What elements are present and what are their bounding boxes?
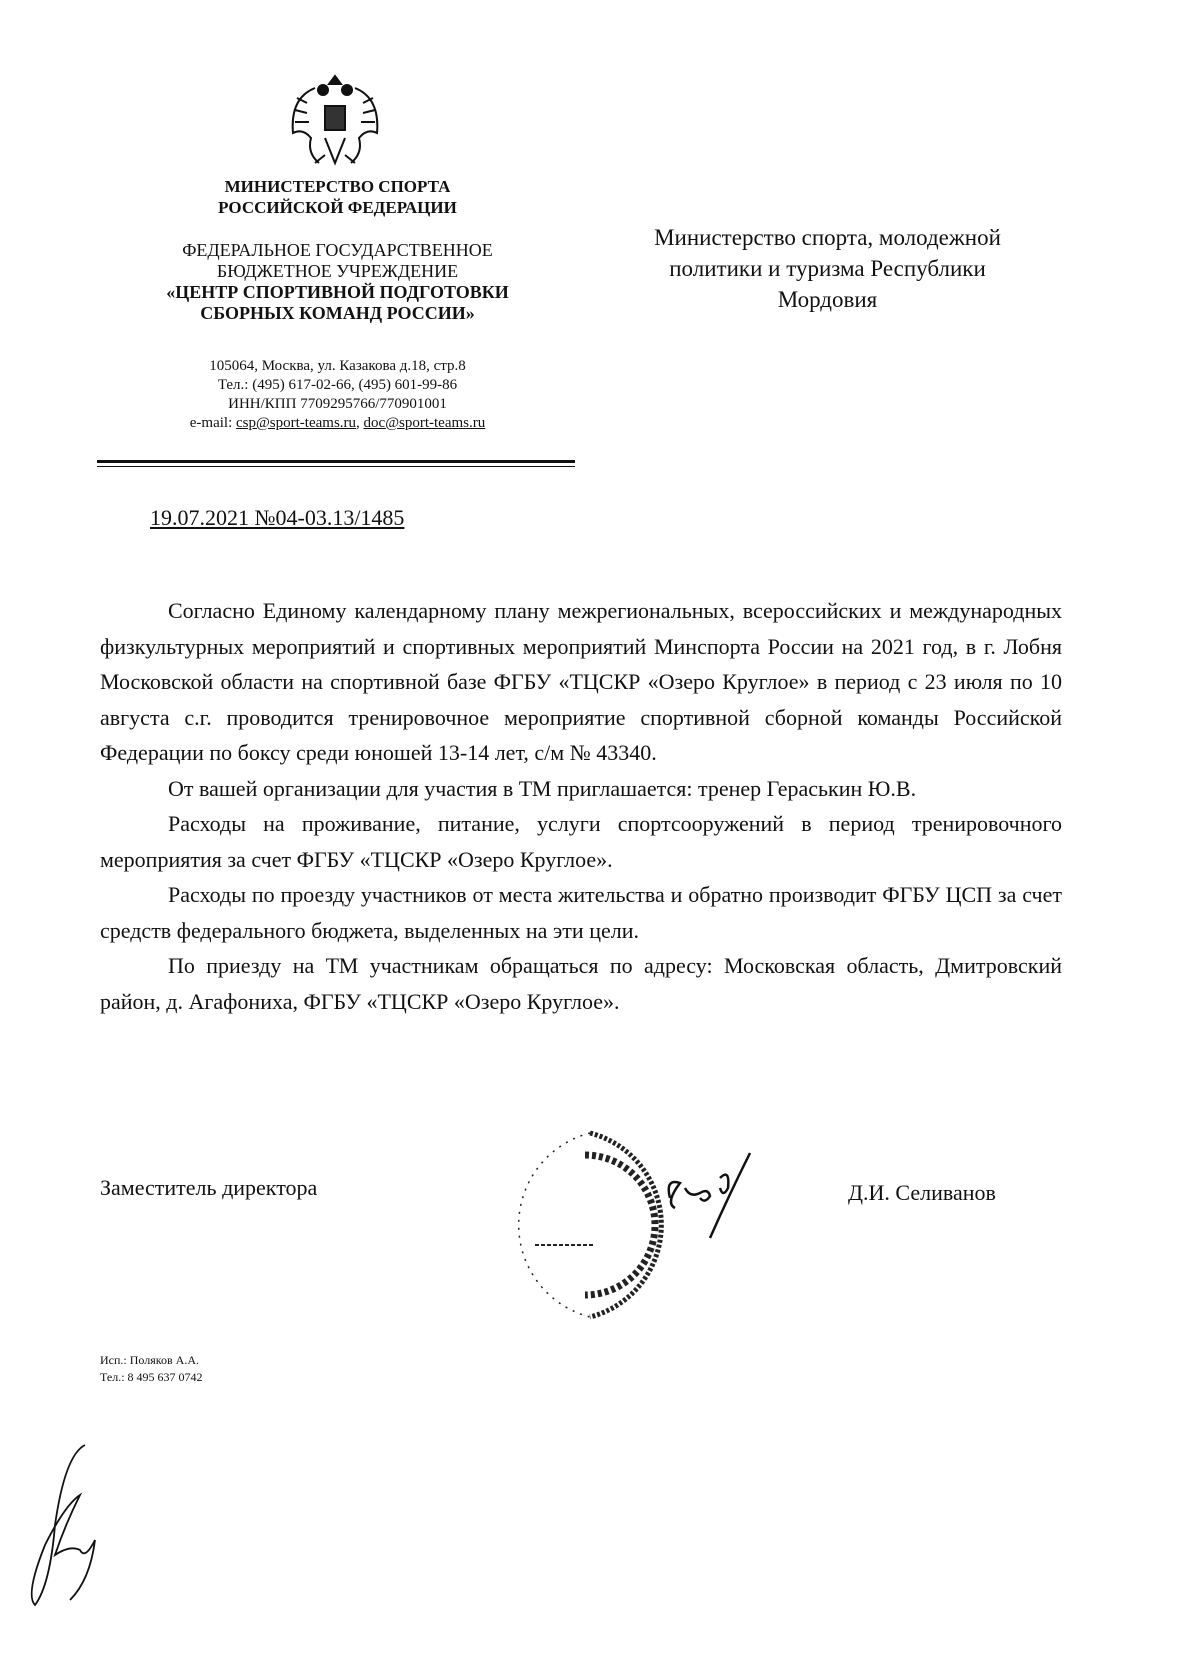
director-signature <box>650 1148 760 1243</box>
paragraph: Расходы по проезду участников от места жительства и обратно производит ФГБУ ЦСП за счет средств федерального бюджета, выделенных на эти цели. <box>100 882 1062 943</box>
ministry-line: РОССИЙСКОЙ ФЕДЕРАЦИИ <box>218 198 457 217</box>
recipient-line: политики и туризма Республики <box>669 256 986 281</box>
handwritten-initials <box>25 1440 115 1610</box>
institution-title: СБОРНЫХ КОМАНД РОССИИ» <box>200 303 475 323</box>
email-separator: , <box>356 415 364 431</box>
signatory-name: Д.И. Селиванов <box>848 1180 996 1205</box>
official-stamp <box>495 1125 675 1325</box>
institution-title: «ЦЕНТР СПОРТИВНОЙ ПОДГОТОВКИ <box>166 282 509 302</box>
letter-body <box>100 593 1062 1019</box>
executor-name: Исп.: Поляков А.А. <box>100 1353 199 1367</box>
inn-kpp: ИНН/КПП 7709295766/770901001 <box>228 396 447 412</box>
email-line <box>100 414 575 433</box>
ministry-name <box>100 176 575 218</box>
paragraph: По приезду на ТМ участникам обращаться по адресу: Московская область, Дмитровский район, д. Агафониха, ФГБУ «ТЦСКР «Озеро Круглое». <box>100 953 1062 1014</box>
registration-number: 19.07.2021 №04-03.13/1485 <box>150 505 405 530</box>
header-divider <box>97 460 575 463</box>
coat-of-arms-emblem <box>285 68 385 178</box>
email-link[interactable]: csp@sport-teams.ru <box>235 415 357 431</box>
paragraph: От вашей организации для участия в ТМ приглашается: тренер Гераськин Ю.В. <box>168 775 917 801</box>
paragraph: Расходы на проживание, питание, услуги спортсооружений в период тренировочного мероприятия за счет ФГБУ «ТЦСКР «Озеро Круглое». <box>100 811 1062 872</box>
email-link[interactable]: doc@sport-teams.ru <box>363 415 486 431</box>
recipient-line: Мордовия <box>777 287 878 312</box>
recipient <box>610 222 1045 315</box>
contact-block <box>100 357 575 433</box>
signatory-title: Заместитель директора <box>100 1175 318 1200</box>
institution-name <box>100 240 575 324</box>
paragraph: Согласно Единому календарному плану межрегиональных, всероссийских и международных физкультурных мероприятий и спортивных мероприятий Минспорта России на 2021 год, в г. Лобня Московской области на спортивной базе ФГБУ «ТЦСКР «Озеро Круглое» в период с 23 июля по 10 августа с.г. проводится тренировочное мероприятие спортивной сборной команды Российской Федерации по боксу среди юношей 13-14 лет, с/м № 43340. <box>100 598 1062 765</box>
executor-phone: Тел.: 8 495 637 0742 <box>100 1370 203 1384</box>
phone: Тел.: (495) 617-02-66, (495) 601-99-86 <box>217 377 458 393</box>
ministry-line: МИНИСТЕРСТВО СПОРТА <box>224 177 451 196</box>
header-divider <box>97 466 575 467</box>
executor-info <box>100 1352 203 1386</box>
address: 105064, Москва, ул. Казакова д.18, стр.8 <box>209 358 466 374</box>
institution-line: ФЕДЕРАЛЬНОЕ ГОСУДАРСТВЕННОЕ <box>182 240 493 260</box>
email-label: e-mail: <box>189 415 236 431</box>
recipient-line: Министерство спорта, молодежной <box>654 225 1001 250</box>
institution-line: БЮДЖЕТНОЕ УЧРЕЖДЕНИЕ <box>216 261 459 281</box>
